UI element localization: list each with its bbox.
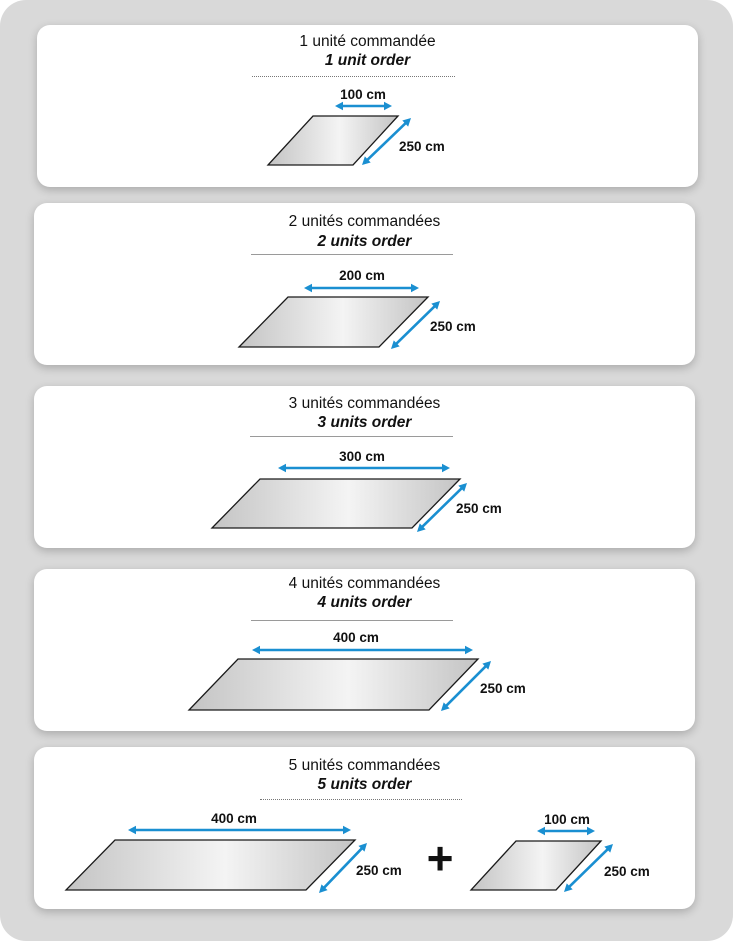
arrow-head-start: [537, 827, 545, 835]
plus-symbol: +: [426, 832, 454, 884]
panel-drawing: [34, 386, 695, 548]
depth-label: 250 cm: [430, 319, 476, 334]
width-label: 400 cm: [211, 811, 257, 826]
arrow-head-end: [411, 284, 419, 292]
arrow-head-end: [442, 464, 450, 472]
card-subtitle: 1 unit order: [324, 52, 411, 69]
panel-drawing: [34, 203, 695, 365]
width-arrow: [304, 284, 419, 292]
width-arrow: [252, 646, 473, 654]
card-subtitle: 5 units order: [317, 776, 412, 793]
fabric-panel-small: [471, 841, 601, 890]
card-title: 1 unité commandée: [299, 33, 436, 50]
card-4-units: [34, 569, 695, 731]
width-label: 300 cm: [339, 449, 385, 464]
card-subtitle: 2 units order: [317, 233, 412, 250]
card-title: 3 unités commandées: [288, 395, 441, 412]
arrow-head-start: [278, 464, 286, 472]
arrow-head-end: [343, 826, 351, 834]
depth-label: 250 cm: [456, 501, 502, 516]
panel-drawing: [34, 569, 695, 731]
card-title: 5 unités commandées: [288, 757, 441, 774]
card-1-unit: [37, 25, 698, 187]
fabric-panel: [268, 116, 398, 165]
depth-label: 250 cm: [356, 863, 402, 878]
arrow-head-start: [304, 284, 312, 292]
depth-label: 250 cm: [399, 139, 445, 154]
card-title: 4 unités commandées: [288, 575, 441, 592]
arrow-head-start: [335, 102, 343, 110]
width-arrow: [128, 826, 351, 834]
card-subtitle: 4 units order: [317, 594, 412, 611]
card-3-units: [34, 386, 695, 548]
fabric-panel-large: [66, 840, 355, 890]
fabric-panel: [212, 479, 460, 528]
card-title: 2 unités commandées: [288, 213, 441, 230]
arrow-head-start: [252, 646, 260, 654]
depth-label: 250 cm: [480, 681, 526, 696]
width-arrow-small: [537, 827, 595, 835]
width-label: 100 cm: [340, 87, 386, 102]
card-subtitle: 3 units order: [317, 414, 412, 431]
card-2-units: [34, 203, 695, 365]
depth-label-small: 250 cm: [604, 864, 650, 879]
arrow-head-start: [128, 826, 136, 834]
card-5-units: [34, 747, 695, 909]
panel-drawing: [34, 747, 695, 909]
arrow-head-end: [465, 646, 473, 654]
panel-drawing: [37, 25, 698, 187]
width-arrow: [278, 464, 450, 472]
arrow-head-end: [384, 102, 392, 110]
fabric-panel: [189, 659, 478, 710]
width-arrow: [335, 102, 392, 110]
width-label-small: 100 cm: [544, 812, 590, 827]
width-label: 400 cm: [333, 630, 379, 645]
arrow-head-end: [587, 827, 595, 835]
width-label: 200 cm: [339, 268, 385, 283]
